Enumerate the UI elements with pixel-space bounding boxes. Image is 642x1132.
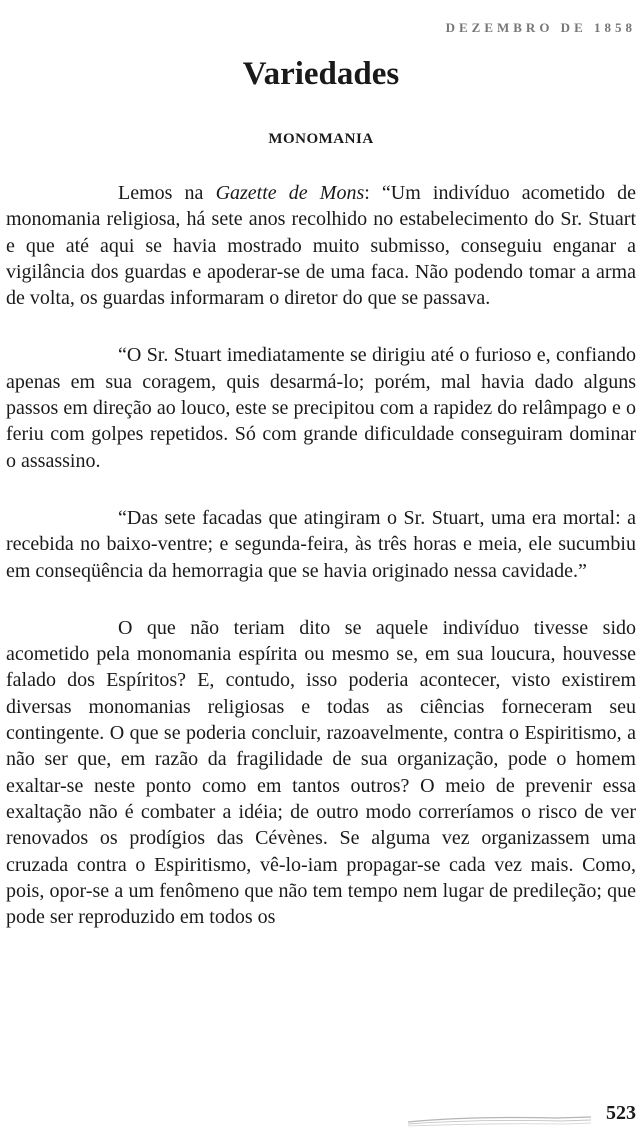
paragraph-3: “Das sete facadas que atingiram o Sr. Stuart, uma era mortal: a recebida no baixo-ventre; e segunda-feira, às três horas e meia, ele sucumbiu em conseqüência da hemorragia que se havia originado nessa cavidade.” xyxy=(6,506,636,582)
paragraph-2: “O Sr. Stuart imediatamente se dirigiu até o furioso e, confiando apenas em sua coragem, quis desarmá-lo; porém, mal havia dado alguns passos em direção ao louco, este se precipitou com a rapidez do relâmpago e o feriu com golpes repetidos. Só com grande dificuldade conseguiram dominar o assassino. xyxy=(6,344,636,472)
source-title: Gazette de Mons xyxy=(215,182,365,204)
paragraph-1 xyxy=(6,180,636,311)
running-header: DEZEMBRO DE 1858 xyxy=(445,20,636,35)
paragraph-1-lead: Lemos na xyxy=(118,182,216,204)
article-body xyxy=(6,180,636,930)
paragraph-1-rest: : “Um indivíduo acometido de monomania religiosa, há sete anos recolhido no estabelecimento do Sr. Stuart e que até aqui se havia mostrado muito submisso, conseguiu enganar a vigilância dos guardas e apoderar-se de uma faca. Não podendo tomar a arma de volta, os guardas informaram o diretor do que se passava. xyxy=(6,182,637,310)
section-heading: MONOMANIA xyxy=(268,131,374,147)
page-footer xyxy=(406,1102,636,1130)
paragraph-4: O que não teriam dito se aquele indivíduo tivesse sido acometido pela monomania espírita ou mesmo se, em sua loucura, houvesse falado dos Espíritos? E, contudo, isso poderia acontecer, visto existirem diversas monomanias religiosas e todas as ciências forneceram seu contingente. O que se poderia concluir, razoavelmente, contra o Espiritismo, a não ser que, em razão da fragilidade de sua organização, pode o homem exaltar-se neste ponto como em tantos outros? O meio de prevenir essa exaltação não é combater a idéia; de outro modo correríamos o risco de ver renovados os prodígios das Cévènes. Se alguma vez organizassem uma cruzada contra o Espiritismo, vê-lo-iam propagar-se cada vez mais. Como, pois, opor-se a um fenômeno que não tem tempo nem lugar de predileção; que pode ser reproduzido em todos os xyxy=(6,616,636,929)
page-number: 523 xyxy=(602,1102,636,1125)
page-title: Variedades xyxy=(242,56,400,92)
